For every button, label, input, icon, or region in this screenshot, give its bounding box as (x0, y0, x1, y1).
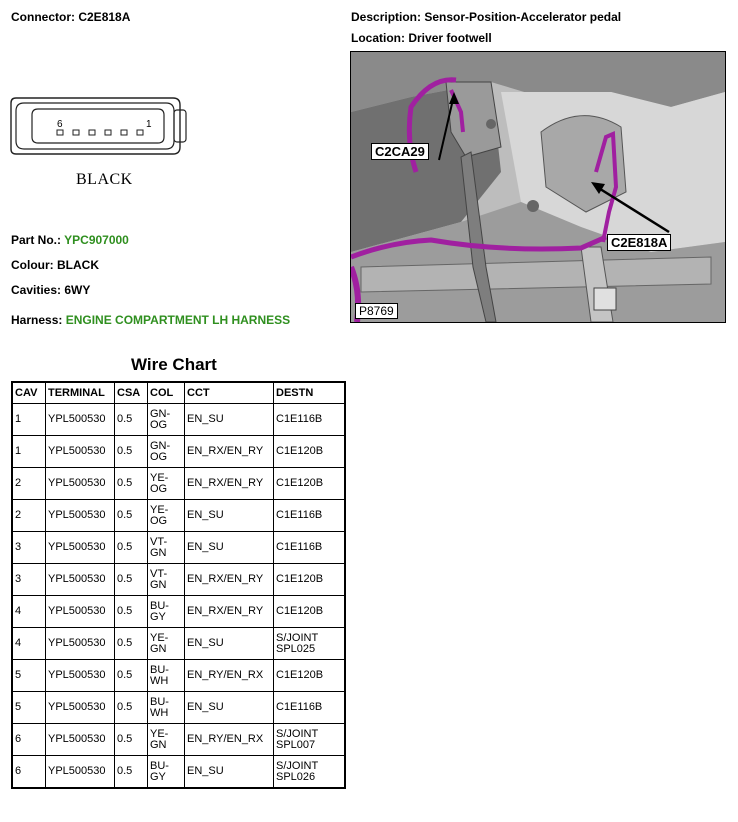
colour-line (11, 258, 99, 272)
cell-cct: EN_RY/EN_RX (185, 724, 274, 756)
cell-csa: 0.5 (115, 596, 148, 628)
table-row (12, 436, 345, 468)
cell-cav: 2 (12, 500, 46, 532)
cell-csa: 0.5 (115, 468, 148, 500)
footwell-illustration (351, 52, 725, 322)
cell-cav: 5 (12, 660, 46, 692)
cavities-line (11, 283, 90, 297)
table-row (12, 468, 345, 500)
connector-face-drawing (8, 90, 194, 166)
cell-terminal: YPL500530 (46, 436, 115, 468)
cell-terminal: YPL500530 (46, 564, 115, 596)
cell-col: GN-OG (148, 436, 185, 468)
cell-csa: 0.5 (115, 404, 148, 436)
cell-cct: EN_SU (185, 500, 274, 532)
cell-cav: 2 (12, 468, 46, 500)
table-row (12, 564, 345, 596)
cell-destn: C1E116B (274, 404, 346, 436)
cell-terminal: YPL500530 (46, 660, 115, 692)
pin-1-label: 1 (146, 119, 152, 130)
cavity-5 (73, 130, 79, 135)
harness-line (11, 313, 290, 327)
cell-destn: C1E120B (274, 596, 346, 628)
cell-csa: 0.5 (115, 500, 148, 532)
table-row (12, 724, 345, 756)
cavity-6 (57, 130, 63, 135)
cell-col: YE-GN (148, 628, 185, 660)
cell-csa: 0.5 (115, 724, 148, 756)
table-row (12, 628, 345, 660)
cell-destn: C1E116B (274, 500, 346, 532)
table-row (12, 532, 345, 564)
connector-line (11, 10, 130, 24)
colour-label: Colour: (11, 258, 54, 272)
connector-label: Connector: (11, 10, 75, 24)
wire-chart-body (12, 404, 345, 789)
cell-destn: S/JOINT SPL025 (274, 628, 346, 660)
cell-terminal: YPL500530 (46, 468, 115, 500)
location-label: Location: (351, 31, 405, 45)
cell-col: GN-OG (148, 404, 185, 436)
connector-value: C2E818A (78, 10, 131, 24)
table-row (12, 596, 345, 628)
cell-cct: EN_SU (185, 692, 274, 724)
cell-destn: C1E120B (274, 564, 346, 596)
figure-id: P8769 (355, 303, 398, 319)
header-destn: DESTN (274, 382, 346, 404)
pin-6-label: 6 (57, 119, 63, 130)
part-label: Part No.: (11, 233, 62, 247)
cell-destn: C1E116B (274, 532, 346, 564)
cell-csa: 0.5 (115, 436, 148, 468)
cavities-label: Cavities: (11, 283, 62, 297)
cell-destn: C1E120B (274, 436, 346, 468)
colour-value: BLACK (57, 258, 99, 272)
cell-terminal: YPL500530 (46, 756, 115, 789)
cell-col: VT-GN (148, 564, 185, 596)
cell-terminal: YPL500530 (46, 404, 115, 436)
cell-destn: S/JOINT SPL026 (274, 756, 346, 789)
cell-terminal: YPL500530 (46, 500, 115, 532)
cell-terminal: YPL500530 (46, 724, 115, 756)
table-row (12, 692, 345, 724)
cell-cav: 1 (12, 436, 46, 468)
cell-cav: 4 (12, 628, 46, 660)
table-row (12, 500, 345, 532)
cell-col: BU-GY (148, 756, 185, 789)
cell-csa: 0.5 (115, 692, 148, 724)
cell-destn: C1E120B (274, 468, 346, 500)
cell-csa: 0.5 (115, 660, 148, 692)
wire-chart-title: Wire Chart (131, 355, 217, 374)
cavity-1 (137, 130, 143, 135)
cell-cct: EN_SU (185, 532, 274, 564)
cavity-4 (89, 130, 95, 135)
table-row (12, 404, 345, 436)
cell-cct: EN_RX/EN_RY (185, 436, 274, 468)
description-value: Sensor-Position-Accelerator pedal (424, 10, 622, 24)
cell-col: VT-GN (148, 532, 185, 564)
cell-cct: EN_SU (185, 628, 274, 660)
callout-c2ca29: C2CA29 (371, 143, 429, 160)
cell-cct: EN_RX/EN_RY (185, 468, 274, 500)
location-value: Driver footwell (408, 31, 492, 45)
location-line (351, 31, 492, 45)
cell-cav: 5 (12, 692, 46, 724)
connector-colour-caption: BLACK (76, 171, 133, 188)
cell-cav: 6 (12, 756, 46, 789)
table-row (12, 756, 345, 789)
cell-cav: 6 (12, 724, 46, 756)
cell-cct: EN_RX/EN_RY (185, 596, 274, 628)
cavities-value: 6WY (64, 283, 91, 297)
cavity-3 (105, 130, 111, 135)
cell-terminal: YPL500530 (46, 532, 115, 564)
table-header-row (12, 382, 345, 404)
cell-cct: EN_RX/EN_RY (185, 564, 274, 596)
cell-cct: EN_RY/EN_RX (185, 660, 274, 692)
cell-cav: 3 (12, 564, 46, 596)
header-cct: CCT (185, 382, 274, 404)
cell-col: YE-GN (148, 724, 185, 756)
cell-terminal: YPL500530 (46, 596, 115, 628)
cell-csa: 0.5 (115, 532, 148, 564)
cell-csa: 0.5 (115, 756, 148, 789)
cell-destn: S/JOINT SPL007 (274, 724, 346, 756)
cell-col: BU-GY (148, 596, 185, 628)
cell-destn: C1E116B (274, 692, 346, 724)
wire-chart-table (11, 381, 346, 789)
cell-cav: 4 (12, 596, 46, 628)
harness-label: Harness: (11, 313, 63, 327)
cell-terminal: YPL500530 (46, 692, 115, 724)
cell-cav: 1 (12, 404, 46, 436)
callout-c2e818a: C2E818A (607, 234, 671, 251)
part-value: YPC907000 (64, 233, 129, 247)
description-label: Description: (351, 10, 422, 24)
harness-value: ENGINE COMPARTMENT LH HARNESS (65, 313, 291, 327)
header-terminal: TERMINAL (46, 382, 115, 404)
cell-terminal: YPL500530 (46, 628, 115, 660)
cell-col: BU-WH (148, 660, 185, 692)
header-csa: CSA (115, 382, 148, 404)
cell-destn: C1E120B (274, 660, 346, 692)
cell-cav: 3 (12, 532, 46, 564)
table-row (12, 660, 345, 692)
cell-col: BU-WH (148, 692, 185, 724)
cavity-2 (121, 130, 127, 135)
cell-cct: EN_SU (185, 756, 274, 789)
header-cav: CAV (12, 382, 46, 404)
cell-col: YE-OG (148, 468, 185, 500)
cell-csa: 0.5 (115, 628, 148, 660)
cell-col: YE-OG (148, 500, 185, 532)
header-col: COL (148, 382, 185, 404)
cell-cct: EN_SU (185, 404, 274, 436)
description-line (351, 10, 621, 24)
location-photo (350, 51, 726, 323)
cell-csa: 0.5 (115, 564, 148, 596)
part-line (11, 233, 129, 247)
